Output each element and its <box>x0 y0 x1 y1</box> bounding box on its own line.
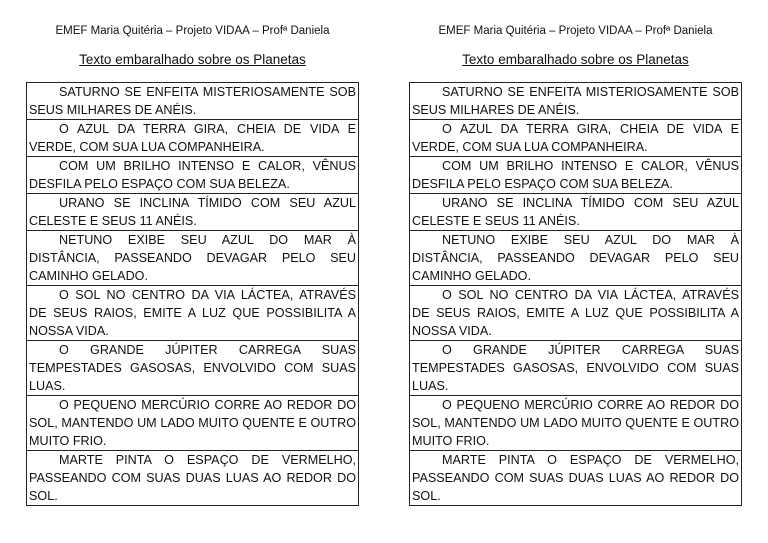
sentence-cell: NETUNO EXIBE SEU AZUL DO MAR À DISTÂNCIA, PASSEANDO DEVAGAR PELO SEU CAMINHO GELADO. <box>27 231 358 286</box>
sentence-cell: URANO SE INCLINA TÍMIDO COM SEU AZUL CELESTE E SEUS 11 ANÉIS. <box>27 194 358 231</box>
document-header: EMEF Maria Quitéria – Projeto VIDAA – Profª Daniela <box>438 25 713 37</box>
sentence-cell: SATURNO SE ENFEITA MISTERIOSAMENTE SOB SEUS MILHARES DE ANÉIS. <box>27 83 358 120</box>
sentence-cell: O PEQUENO MERCÚRIO CORRE AO REDOR DO SOL, MANTENDO UM LADO MUITO QUENTE E OUTRO MUITO FRIO. <box>410 396 741 451</box>
sentence-cell: O AZUL DA TERRA GIRA, CHEIA DE VIDA E VERDE, COM SUA LUA COMPANHEIRA. <box>410 120 741 157</box>
sentence-cell: SATURNO SE ENFEITA MISTERIOSAMENTE SOB SEUS MILHARES DE ANÉIS. <box>410 83 741 120</box>
sentence-cell: O PEQUENO MERCÚRIO CORRE AO REDOR DO SOL, MANTENDO UM LADO MUITO QUENTE E OUTRO MUITO FRIO. <box>27 396 358 451</box>
sentence-cell: NETUNO EXIBE SEU AZUL DO MAR À DISTÂNCIA, PASSEANDO DEVAGAR PELO SEU CAMINHO GELADO. <box>410 231 741 286</box>
sentence-cell: O AZUL DA TERRA GIRA, CHEIA DE VIDA E VERDE, COM SUA LUA COMPANHEIRA. <box>27 120 358 157</box>
document-title: Texto embaralhado sobre os Planetas <box>462 52 689 67</box>
sentence-cell: O SOL NO CENTRO DA VIA LÁCTEA, ATRAVÉS DE SEUS RAIOS, EMITE A LUZ QUE POSSIBILITA A NOSSA VIDA. <box>27 286 358 341</box>
sentence-cell: O GRANDE JÚPITER CARREGA SUAS TEMPESTADES GASOSAS, ENVOLVIDO COM SUAS LUAS. <box>27 341 358 396</box>
document-title: Texto embaralhado sobre os Planetas <box>79 52 306 67</box>
right-copy <box>409 0 742 506</box>
sentence-cell: COM UM BRILHO INTENSO E CALOR, VÊNUS DESFILA PELO ESPAÇO COM SUA BELEZA. <box>410 157 741 194</box>
left-copy <box>26 0 359 506</box>
sentence-cell: COM UM BRILHO INTENSO E CALOR, VÊNUS DESFILA PELO ESPAÇO COM SUA BELEZA. <box>27 157 358 194</box>
sentence-cell: O GRANDE JÚPITER CARREGA SUAS TEMPESTADES GASOSAS, ENVOLVIDO COM SUAS LUAS. <box>410 341 741 396</box>
sentence-table <box>409 82 742 506</box>
sentence-cell: O SOL NO CENTRO DA VIA LÁCTEA, ATRAVÉS DE SEUS RAIOS, EMITE A LUZ QUE POSSIBILITA A NOSSA VIDA. <box>410 286 741 341</box>
sentence-cell: MARTE PINTA O ESPAÇO DE VERMELHO, PASSEANDO COM SUAS DUAS LUAS AO REDOR DO SOL. <box>27 451 358 506</box>
document-header: EMEF Maria Quitéria – Projeto VIDAA – Profª Daniela <box>55 25 330 37</box>
sentence-cell: URANO SE INCLINA TÍMIDO COM SEU AZUL CELESTE E SEUS 11 ANÉIS. <box>410 194 741 231</box>
sentence-table <box>26 82 359 506</box>
sentence-cell: MARTE PINTA O ESPAÇO DE VERMELHO, PASSEANDO COM SUAS DUAS LUAS AO REDOR DO SOL. <box>410 451 741 506</box>
